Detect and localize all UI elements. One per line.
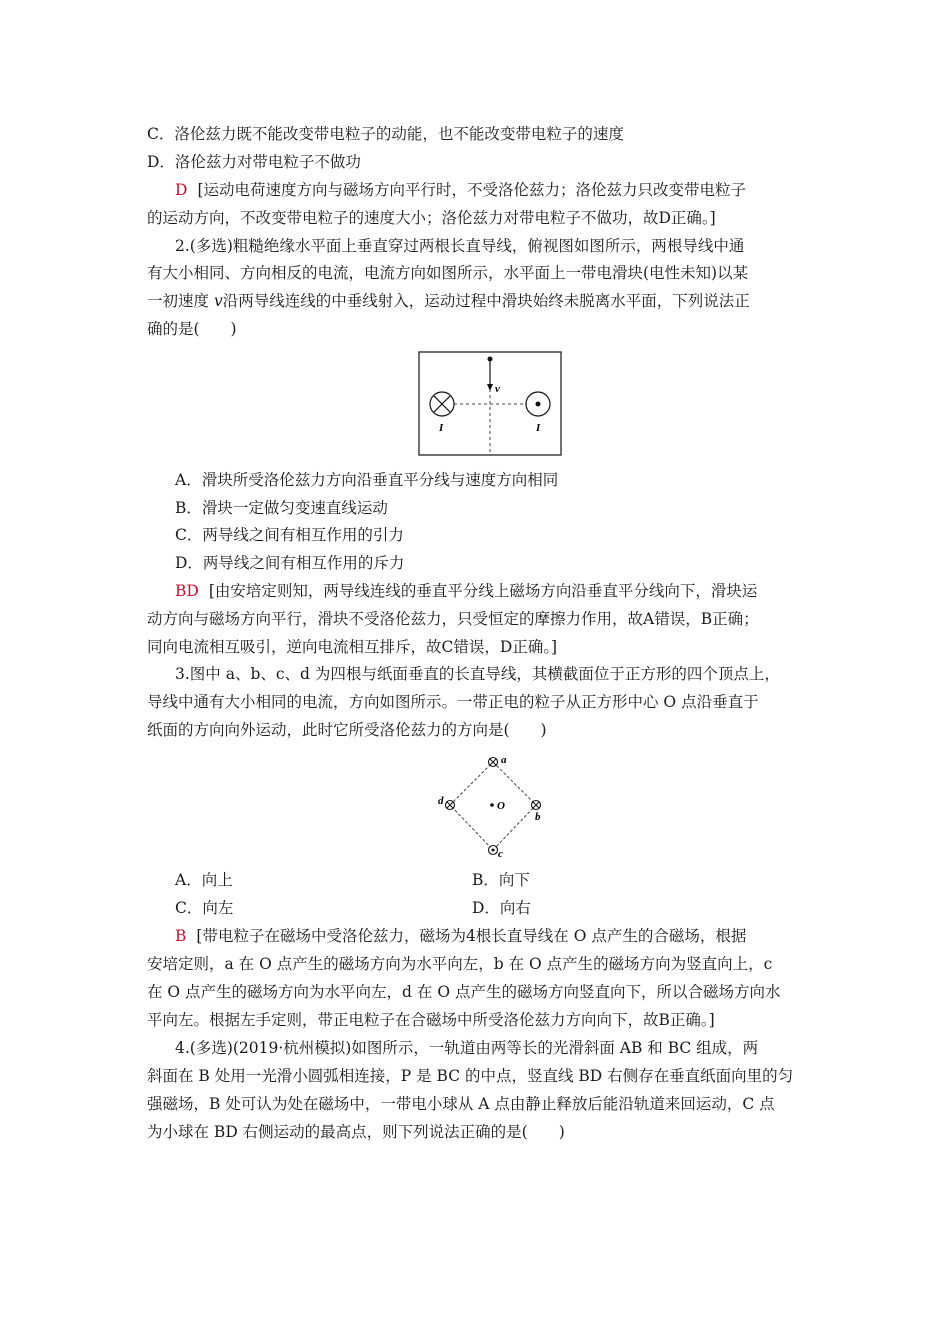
answer-key: BD [175,582,199,600]
answer-key: D [175,181,188,199]
velocity-symbol: v [213,292,223,310]
question-4: 4.(多选)(2019·杭州模拟)如图所示，一轨道由两等长的光滑斜面 AB 和 BC 组成，两 [175,1039,759,1057]
question-4-line: 为小球在 BD 右侧运动的最高点，则下列说法正确的是( ) [147,1123,565,1141]
answer-3 [175,926,835,946]
figure-square-wires [432,754,552,862]
current-label-left: I [439,422,444,434]
answer-key: B [175,927,187,945]
question-2-line [147,291,807,311]
option-c: C．两导线之间有相互作用的引力 [175,526,404,544]
option-d: D．向右 [472,899,531,917]
answer-1 [175,180,835,200]
label-o: O [497,800,505,812]
question-3: 3.图中 a、b、c、d 为四根与纸面垂直的长直导线，其横截面位于正方形的四个顶点上， [175,665,780,683]
question-2-line: 确的是( ) [147,320,237,338]
question-2: 2.(多选)粗糙绝缘水平面上垂直穿过两根长直导线，俯视图如图所示，两根导线中通 [175,237,745,255]
option-b: B．滑块一定做匀变速直线运动 [175,499,388,517]
option-c: C．向左 [175,899,234,917]
option-c-prev: C．洛伦兹力既不能改变带电粒子的动能，也不能改变带电粒子的速度 [147,125,624,143]
answer-1-cont: 的运动方向，不改变带电粒子的速度大小；洛伦兹力对带电粒子不做功，故D正确。] [147,209,716,227]
label-a: a [501,754,507,766]
answer-text: [运动电荷速度方向与磁场方向平行时，不受洛伦兹力；洛伦兹力只改变带电粒子 [197,181,746,199]
velocity-label: v [495,383,500,395]
answer-3-cont: 安培定则，a 在 O 点产生的磁场方向为水平向左，b 在 O 点产生的磁场方向为竖直向上，c [147,955,773,973]
option-d: D．两导线之间有相互作用的斥力 [175,554,405,572]
option-b: B．向下 [472,871,530,889]
dot-center [492,849,495,852]
text: 一初速度 [147,292,214,310]
center-point [490,803,494,807]
figure-two-wires [418,351,563,457]
question-2-line: 有大小相同、方向相反的电流，电流方向如图所示，水平面上一带电滑块(电性未知)以某 [147,264,749,282]
question-3-line: 导线中通有大小相同的电流，方向如图所示。一带正电的粒子从正方形中心 O 点沿垂直于 [147,693,759,711]
question-4-line: 斜面在 B 处用一光滑小圆弧相连接，P 是 BC 的中点，竖直线 BD 右侧存在垂直纸面向里的匀 [147,1067,794,1085]
option-a: A．滑块所受洛伦兹力方向沿垂直平分线与速度方向相同 [175,471,559,489]
current-label-right: I [536,422,541,434]
velocity-arrowhead [487,384,493,391]
answer-text: [带电粒子在磁场中受洛伦兹力，磁场为4根长直导线在 O 点产生的合磁场，根据 [196,927,747,945]
label-d: d [438,795,444,807]
answer-2 [175,581,835,601]
answer-text: [由安培定则知，两导线连线的垂直平分线上磁场方向沿垂直平分线向下，滑块运 [208,582,758,600]
question-3-line: 纸面的方向向外运动，此时它所受洛伦兹力的方向是( ) [147,721,547,739]
question-4-line: 强磁场，B 处可认为处在磁场中，一带电小球从 A 点由静止释放后能沿轨道来回运动，C 点 [147,1095,775,1113]
option-d-prev: D．洛伦兹力对带电粒子不做功 [147,153,361,171]
answer-3-cont: 平向左。根据左手定则，带正电粒子在合磁场中所受洛伦兹力方向向下，故B正确。] [147,1011,715,1029]
label-c: c [498,848,503,860]
answer-2-cont: 动方向与磁场方向平行，滑块不受洛伦兹力，只受恒定的摩擦力作用，故A错误，B正确； [147,610,759,628]
answer-3-cont: 在 O 点产生的磁场方向为水平向左，d 在 O 点产生的磁场方向竖直向下，所以合磁场方向水 [147,983,781,1001]
label-b: b [535,811,541,823]
option-a: A．向上 [175,871,233,889]
answer-2-cont: 同向电流相互吸引，逆向电流相互排斥，故C错误，D正确。] [147,638,558,656]
dot-center [536,402,541,407]
slider-dot [488,357,493,362]
text: 沿两导线连线的中垂线射入，运动过程中滑块始终未脱离水平面，下列说法正 [222,292,750,310]
